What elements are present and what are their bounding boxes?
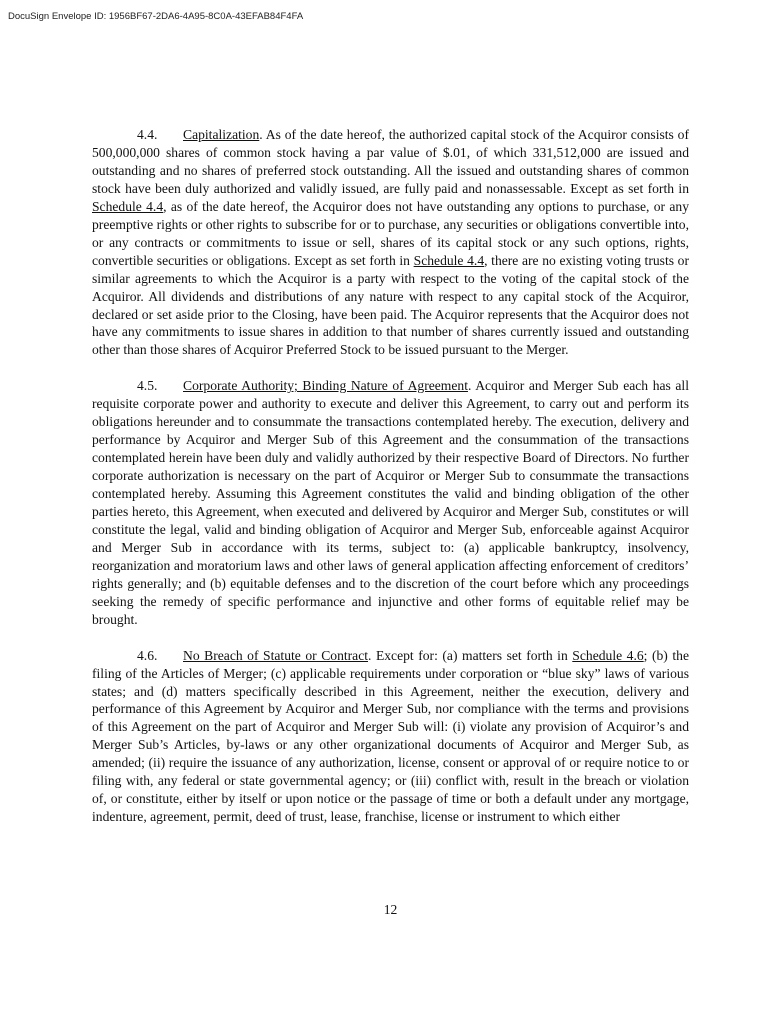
page-number: 12 <box>383 902 398 917</box>
schedule-reference: Schedule 4.6 <box>572 647 644 663</box>
section-4-5 <box>92 377 689 628</box>
section-text: . Except for: (a) matters set forth in <box>368 647 573 663</box>
section-number: 4.6. <box>137 647 158 663</box>
docusign-envelope-id: DocuSign Envelope ID: 1956BF67-2DA6-4A95-8C0A-43EFAB84F4FA <box>8 11 304 22</box>
section-heading: No Breach of Statute or Contract <box>183 647 369 663</box>
section-text: ; (b) the filing of the Articles of Merger; (c) applicable requirements under corporation or “blue sky” laws of various states; and (d) matters specifically described in this Agreement, neither the execution, delivery and performance of this Agreement by Acquiror and Merger Sub, nor compliance with the terms and provisions of this Agreement on the part of Acquiror and Merger Sub will: (i) violate any provision of Acquiror’s and Merger Sub’s Articles, by-laws or any other organizational documents of Acquiror and Merger Sub, as amended; (ii) require the issuance of any authorization, license, consent or approval of or require notice to or filing with, any federal or state governmental agency; or (iii) conflict with, result in the breach or violation of, or constitute, either by itself or upon notice or the passage of time or both a default under any mortgage, indenture, agreement, permit, deed of trust, lease, franchise, license or instrument to which either <box>92 647 689 825</box>
section-heading: Corporate Authority; Binding Nature of Agreement <box>183 378 468 394</box>
section-text: , there are no existing voting trusts or similar agreements to which the Acquiror is a party with respect to the voting of the capital stock of the Acquiror. All dividends and distributions of any nature with respect to any capital stock of the Acquiror, declared or set aside prior to the Closing, have been paid. The Acquiror represents that the Acquiror does not have any commitments to issue shares in addition to that number of shares currently issued and outstanding other than those shares of Acquiror Preferred Stock to be issued pursuant to the Merger. <box>92 252 689 358</box>
section-text: . Acquiror and Merger Sub each has all requisite corporate power and authority to execute and deliver this Agreement, to carry out and perform its obligations hereunder and to consummate the transactions contemplated hereby. The execution, delivery and performance by Acquiror and Merger Sub of this Agreement and the consummation of the transactions contemplated herein have been duly and validly authorized by their respective Board of Directors. No further corporate authorization is necessary on the part of Acquiror or Merger Sub to consummate the transactions contemplated hereby. Assuming this Agreement constitutes the valid and binding obligation of the other parties hereto, this Agreement, when executed and delivered by Acquiror and Merger Sub, constitutes or will constitute the legal, valid and binding obligation of Acquiror and Merger Sub, enforceable against Acquiror and Merger Sub in accordance with its terms, subject to: (a) applicable bankruptcy, insolvency, reorganization and moratorium laws and other laws of general application affecting enforcement of creditors’ rights generally; and (b) equitable defenses and to the discretion of the court before which any proceedings seeking the remedy of specific performance and injunctive and other forms of equitable relief may be brought. <box>92 378 689 627</box>
section-4-6 <box>92 647 689 827</box>
schedule-reference: Schedule 4.4 <box>413 252 485 268</box>
schedule-reference: Schedule 4.4 <box>92 198 164 214</box>
section-text: , as of the date hereof, the Acquiror does not have outstanding any options to purchase, or any preemptive rights or other rights to subscribe for or to purchase, any securities or obligations convertible into, or any contracts or commitments to issue or sell, shares of its capital stock or any such options, rights, convertible securities or obligations. Except as set forth in <box>92 198 689 268</box>
document-body <box>92 126 689 844</box>
section-number: 4.5. <box>137 378 158 394</box>
section-4-4 <box>92 126 689 359</box>
section-text: . As of the date hereof, the authorized capital stock of the Acquiror consists of 500,000,000 shares of common stock having a par value of $.01, of which 331,512,000 are issued and outstanding and no shares of preferred stock outstanding. All the issued and outstanding shares of common stock have been duly authorized and validly issued, are fully paid and nonassessable. Except as set forth in <box>92 127 689 196</box>
section-number: 4.4. <box>137 127 158 142</box>
section-heading: Capitalization <box>183 127 260 142</box>
